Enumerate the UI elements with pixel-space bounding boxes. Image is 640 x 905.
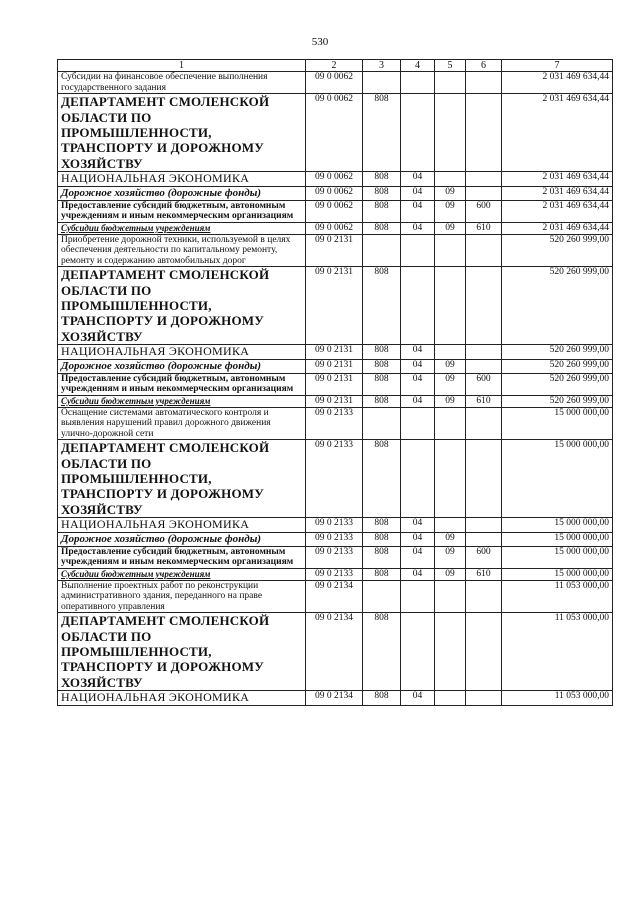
row-ministry-code: 808: [363, 186, 401, 200]
row-expense-type: [466, 518, 502, 532]
row-name: Приобретение дорожной техники, используемой в целях обеспечения деятельности по капитальному ремонту, ремонту и содержанию автомобильных дорог: [58, 234, 306, 267]
row-section-code: [401, 580, 435, 613]
row-ministry-code: 808: [363, 94, 401, 172]
row-expense-type: [466, 613, 502, 691]
row-section-code: 04: [401, 373, 435, 395]
row-name: ДЕПАРТАМЕНТ СМОЛЕНСКОЙ ОБЛАСТИ ПО ПРОМЫШЛЕННОСТИ, ТРАНСПОРТУ И ДОРОЖНОМУ ХОЗЯЙСТВУ: [58, 267, 306, 345]
row-expense-type: 610: [466, 395, 502, 407]
row-amount: 15 000 000,00: [502, 407, 613, 440]
table-row: [58, 568, 613, 580]
row-amount: 15 000 000,00: [502, 532, 613, 546]
row-subsection-code: 09: [435, 532, 466, 546]
row-amount: 15 000 000,00: [502, 518, 613, 532]
row-amount: 15 000 000,00: [502, 440, 613, 518]
col-header-rz: 4: [401, 60, 435, 72]
table-row: [58, 172, 613, 186]
row-section-code: 04: [401, 395, 435, 407]
table-row: [58, 613, 613, 691]
row-amount: 15 000 000,00: [502, 568, 613, 580]
row-ministry-code: 808: [363, 395, 401, 407]
row-amount: 520 260 999,00: [502, 373, 613, 395]
row-name: Субсидии бюджетным учреждениям: [58, 395, 306, 407]
row-subsection-code: 09: [435, 186, 466, 200]
row-ministry-code: 808: [363, 568, 401, 580]
row-amount: 2 031 469 634,44: [502, 222, 613, 234]
row-amount: 11 053 000,00: [502, 613, 613, 691]
row-name: Субсидии бюджетным учреждениям: [58, 568, 306, 580]
row-ministry-code: 808: [363, 373, 401, 395]
row-target-article: 09 0 0062: [306, 94, 363, 172]
row-name: Дорожное хозяйство (дорожные фонды): [58, 186, 306, 200]
row-subsection-code: [435, 440, 466, 518]
row-expense-type: [466, 580, 502, 613]
row-target-article: 09 0 2134: [306, 613, 363, 691]
row-section-code: 04: [401, 359, 435, 373]
row-name: Дорожное хозяйство (дорожные фонды): [58, 532, 306, 546]
row-name: Предоставление субсидий бюджетным, автономным учреждениям и иным некоммерческим организациям: [58, 373, 306, 395]
budget-table: [57, 59, 613, 706]
row-amount: 520 260 999,00: [502, 359, 613, 373]
row-target-article: 09 0 2133: [306, 546, 363, 568]
row-ministry-code: [363, 72, 401, 94]
row-section-code: 04: [401, 200, 435, 222]
row-target-article: 09 0 0062: [306, 222, 363, 234]
row-target-article: 09 0 2131: [306, 395, 363, 407]
row-target-article: 09 0 2133: [306, 568, 363, 580]
row-amount: 520 260 999,00: [502, 395, 613, 407]
table-row: [58, 518, 613, 532]
row-target-article: 09 0 2134: [306, 580, 363, 613]
row-amount: 520 260 999,00: [502, 234, 613, 267]
row-subsection-code: [435, 72, 466, 94]
table-row: [58, 395, 613, 407]
row-name: НАЦИОНАЛЬНАЯ ЭКОНОМИКА: [58, 691, 306, 705]
row-section-code: 04: [401, 222, 435, 234]
row-name: Оснащение системами автоматического контроля и выявления нарушений правил дорожного движения улично-дорожной сети: [58, 407, 306, 440]
table-row: [58, 267, 613, 345]
column-header-row: [58, 60, 613, 72]
row-target-article: 09 0 2133: [306, 518, 363, 532]
row-expense-type: [466, 267, 502, 345]
table-body: [58, 72, 613, 705]
row-expense-type: [466, 440, 502, 518]
row-section-code: 04: [401, 186, 435, 200]
row-name: Выполнение проектных работ по реконструкции административного здания, переданного на праве оперативного управления: [58, 580, 306, 613]
table-row: [58, 691, 613, 705]
row-name: Предоставление субсидий бюджетным, автономным учреждениям и иным некоммерческим организациям: [58, 546, 306, 568]
row-expense-type: [466, 72, 502, 94]
row-expense-type: 600: [466, 373, 502, 395]
row-subsection-code: [435, 94, 466, 172]
row-target-article: 09 0 2133: [306, 440, 363, 518]
row-subsection-code: [435, 172, 466, 186]
row-subsection-code: 09: [435, 222, 466, 234]
table-row: [58, 222, 613, 234]
row-subsection-code: [435, 613, 466, 691]
row-amount: 15 000 000,00: [502, 546, 613, 568]
table-row: [58, 580, 613, 613]
col-header-vr: 6: [466, 60, 502, 72]
col-header-grbs: 3: [363, 60, 401, 72]
row-section-code: 04: [401, 345, 435, 359]
row-name: Субсидии на финансовое обеспечение выполнения государственного задания: [58, 72, 306, 94]
row-target-article: 09 0 2133: [306, 532, 363, 546]
row-amount: 2 031 469 634,44: [502, 186, 613, 200]
row-ministry-code: 808: [363, 613, 401, 691]
row-target-article: 09 0 2134: [306, 691, 363, 705]
table-row: [58, 200, 613, 222]
row-name: Дорожное хозяйство (дорожные фонды): [58, 359, 306, 373]
table-row: [58, 546, 613, 568]
row-amount: 2 031 469 634,44: [502, 172, 613, 186]
row-amount: 11 053 000,00: [502, 580, 613, 613]
row-target-article: 09 0 2131: [306, 345, 363, 359]
table-row: [58, 440, 613, 518]
row-ministry-code: 808: [363, 345, 401, 359]
row-amount: 520 260 999,00: [502, 267, 613, 345]
row-expense-type: [466, 234, 502, 267]
row-expense-type: [466, 407, 502, 440]
page-number: 530: [311, 36, 329, 48]
row-section-code: 04: [401, 546, 435, 568]
row-ministry-code: [363, 234, 401, 267]
row-expense-type: [466, 691, 502, 705]
row-subsection-code: [435, 267, 466, 345]
row-target-article: 09 0 0062: [306, 200, 363, 222]
table-row: [58, 532, 613, 546]
row-subsection-code: [435, 407, 466, 440]
table-row: [58, 345, 613, 359]
row-amount: 520 260 999,00: [502, 345, 613, 359]
row-target-article: 09 0 2133: [306, 407, 363, 440]
row-subsection-code: 09: [435, 359, 466, 373]
row-section-code: 04: [401, 568, 435, 580]
row-subsection-code: 09: [435, 546, 466, 568]
row-expense-type: [466, 345, 502, 359]
row-subsection-code: [435, 580, 466, 613]
row-amount: 2 031 469 634,44: [502, 200, 613, 222]
row-section-code: [401, 440, 435, 518]
row-expense-type: 600: [466, 200, 502, 222]
row-expense-type: [466, 186, 502, 200]
row-expense-type: [466, 172, 502, 186]
row-target-article: 09 0 2131: [306, 359, 363, 373]
table-row: [58, 186, 613, 200]
row-subsection-code: [435, 234, 466, 267]
row-expense-type: 610: [466, 222, 502, 234]
table-row: [58, 94, 613, 172]
row-section-code: 04: [401, 518, 435, 532]
row-ministry-code: 808: [363, 359, 401, 373]
row-section-code: [401, 267, 435, 345]
row-target-article: 09 0 0062: [306, 172, 363, 186]
row-ministry-code: [363, 407, 401, 440]
row-target-article: 09 0 0062: [306, 186, 363, 200]
table-row: [58, 234, 613, 267]
row-target-article: 09 0 0062: [306, 72, 363, 94]
row-section-code: [401, 72, 435, 94]
col-header-csr: 2: [306, 60, 363, 72]
row-name: НАЦИОНАЛЬНАЯ ЭКОНОМИКА: [58, 172, 306, 186]
row-subsection-code: 09: [435, 373, 466, 395]
row-ministry-code: 808: [363, 440, 401, 518]
row-section-code: [401, 407, 435, 440]
row-section-code: [401, 94, 435, 172]
row-subsection-code: 09: [435, 200, 466, 222]
row-ministry-code: 808: [363, 267, 401, 345]
row-amount: 11 053 000,00: [502, 691, 613, 705]
row-expense-type: 600: [466, 546, 502, 568]
table-row: [58, 359, 613, 373]
row-expense-type: [466, 94, 502, 172]
row-amount: 2 031 469 634,44: [502, 72, 613, 94]
row-target-article: 09 0 2131: [306, 373, 363, 395]
row-name: ДЕПАРТАМЕНТ СМОЛЕНСКОЙ ОБЛАСТИ ПО ПРОМЫШЛЕННОСТИ, ТРАНСПОРТУ И ДОРОЖНОМУ ХОЗЯЙСТВУ: [58, 440, 306, 518]
row-target-article: 09 0 2131: [306, 267, 363, 345]
row-expense-type: [466, 359, 502, 373]
row-subsection-code: 09: [435, 395, 466, 407]
row-ministry-code: 808: [363, 222, 401, 234]
row-name: ДЕПАРТАМЕНТ СМОЛЕНСКОЙ ОБЛАСТИ ПО ПРОМЫШЛЕННОСТИ, ТРАНСПОРТУ И ДОРОЖНОМУ ХОЗЯЙСТВУ: [58, 613, 306, 691]
row-section-code: 04: [401, 691, 435, 705]
row-ministry-code: 808: [363, 546, 401, 568]
row-ministry-code: 808: [363, 200, 401, 222]
row-subsection-code: [435, 345, 466, 359]
row-name: Субсидии бюджетным учреждениям: [58, 222, 306, 234]
row-expense-type: [466, 532, 502, 546]
row-ministry-code: 808: [363, 532, 401, 546]
row-name: НАЦИОНАЛЬНАЯ ЭКОНОМИКА: [58, 345, 306, 359]
row-section-code: 04: [401, 172, 435, 186]
col-header-pr: 5: [435, 60, 466, 72]
col-header-name: 1: [58, 60, 306, 72]
row-expense-type: 610: [466, 568, 502, 580]
row-ministry-code: 808: [363, 172, 401, 186]
row-name: Предоставление субсидий бюджетным, автономным учреждениям и иным некоммерческим организациям: [58, 200, 306, 222]
row-amount: 2 031 469 634,44: [502, 94, 613, 172]
row-subsection-code: [435, 691, 466, 705]
row-subsection-code: [435, 518, 466, 532]
table-row: [58, 373, 613, 395]
row-ministry-code: [363, 580, 401, 613]
row-section-code: 04: [401, 532, 435, 546]
row-section-code: [401, 613, 435, 691]
col-header-amount: 7: [502, 60, 613, 72]
row-section-code: [401, 234, 435, 267]
row-subsection-code: 09: [435, 568, 466, 580]
table-row: [58, 72, 613, 94]
row-name: НАЦИОНАЛЬНАЯ ЭКОНОМИКА: [58, 518, 306, 532]
row-ministry-code: 808: [363, 518, 401, 532]
table-row: [58, 407, 613, 440]
row-target-article: 09 0 2131: [306, 234, 363, 267]
row-name: ДЕПАРТАМЕНТ СМОЛЕНСКОЙ ОБЛАСТИ ПО ПРОМЫШЛЕННОСТИ, ТРАНСПОРТУ И ДОРОЖНОМУ ХОЗЯЙСТВУ: [58, 94, 306, 172]
row-ministry-code: 808: [363, 691, 401, 705]
